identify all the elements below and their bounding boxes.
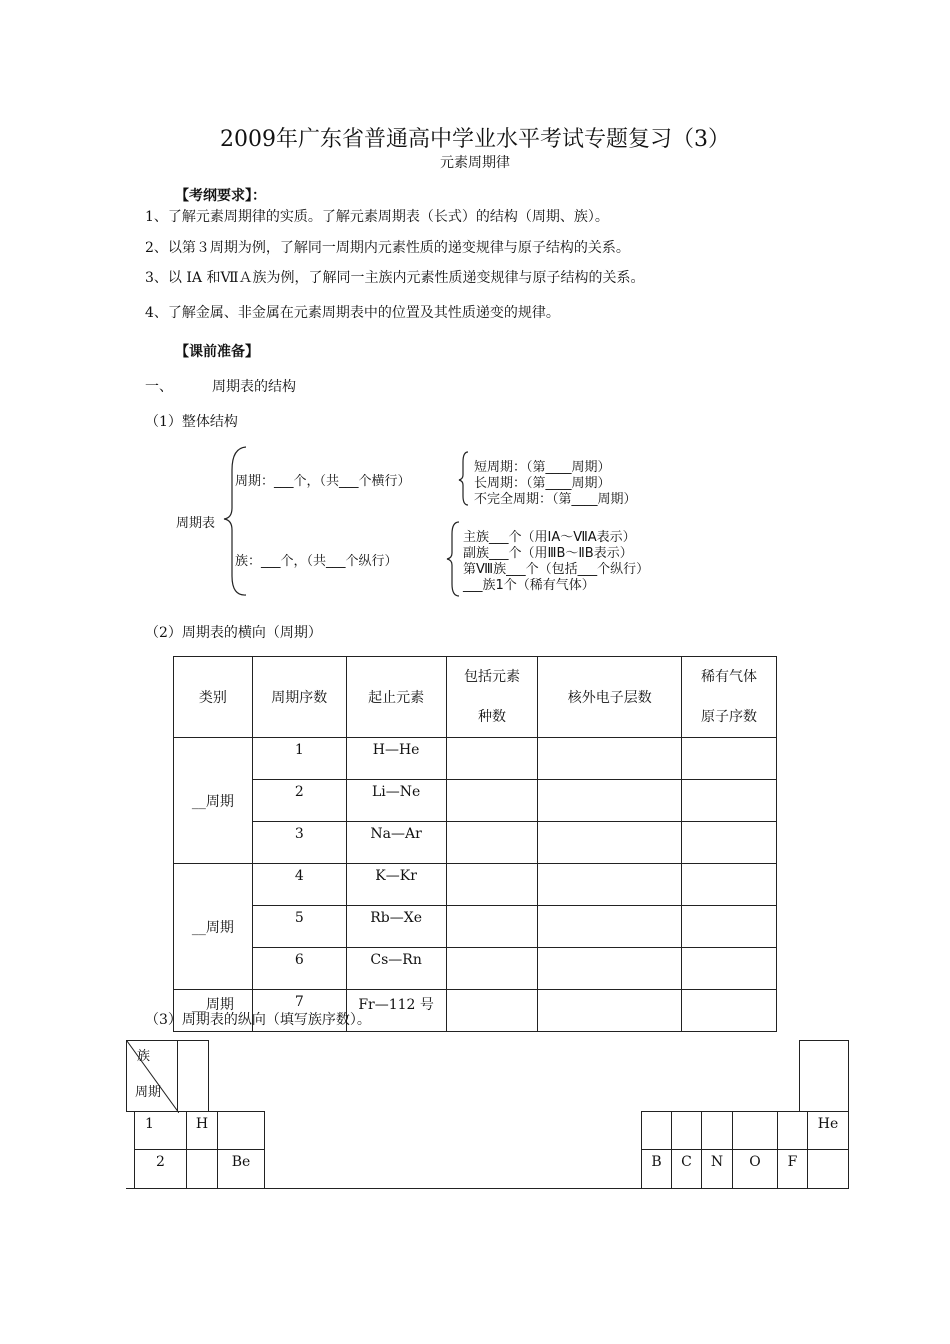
- blank-cell[interactable]: [538, 780, 682, 822]
- blank-cell[interactable]: [641, 1111, 672, 1150]
- table-row: [174, 822, 777, 864]
- page-title: 2009年广东省普通高中学业水平考试专题复习（3）: [220, 127, 730, 152]
- requirement-item: 3、以 IA 和ⅦＡ族为例，了解同一主族内元素性质递变规律与原子结构的关系。: [145, 270, 645, 286]
- corner-label-group: 族: [137, 1049, 151, 1064]
- blank-cell[interactable]: [671, 1111, 702, 1150]
- period-number: 6: [252, 948, 346, 990]
- period-range: H—He: [346, 738, 446, 780]
- diagram-root: 周期表: [176, 516, 216, 531]
- requirements-heading: 【考纲要求】：: [175, 188, 266, 204]
- subsection-heading: （3）周期表的纵向（填写族序数）。: [145, 1012, 371, 1028]
- period-cell: 1: [134, 1111, 187, 1150]
- blank-cell[interactable]: [446, 948, 538, 990]
- period-number: 7: [252, 990, 346, 1032]
- table-row: [174, 780, 777, 822]
- header-element-count-line2: 种数: [477, 709, 506, 725]
- diagram-period-item: 长周期：（第____周期）: [474, 476, 611, 491]
- blank-cell[interactable]: [807, 1149, 849, 1189]
- table-row: [174, 906, 777, 948]
- preparation-heading: 【课前准备】: [175, 344, 259, 360]
- header-period-number: 周期序数: [252, 657, 346, 738]
- period-range: Na—Ar: [346, 822, 446, 864]
- blank-cell[interactable]: [538, 864, 682, 906]
- corner-label-period: 周期: [135, 1085, 162, 1100]
- table-row: [174, 948, 777, 990]
- period-range: Rb—Xe: [346, 906, 446, 948]
- header-noble-gas-line1: 稀有气体: [701, 669, 758, 685]
- element-cell: F: [777, 1149, 808, 1189]
- diagram-group-item: 主族___个（用ⅠA～ⅦA表示）: [463, 530, 636, 545]
- blank-cell[interactable]: [217, 1111, 265, 1150]
- element-cell: C: [671, 1149, 702, 1189]
- blank-cell[interactable]: [732, 1111, 778, 1150]
- header-noble-gas-line2: 原子序数: [701, 709, 758, 725]
- blank-cell[interactable]: [446, 780, 538, 822]
- diagram-group-branch: 族：___个，（共___个纵行）: [235, 554, 398, 569]
- element-cell: Be: [217, 1149, 265, 1189]
- blank-cell[interactable]: [682, 990, 777, 1032]
- subsection-heading: （1）整体结构: [145, 414, 238, 430]
- period-range: Fr—112 号: [346, 990, 446, 1032]
- group-label-incomplete[interactable]: __周期: [174, 990, 253, 1032]
- period-number: 5: [252, 906, 346, 948]
- blank-cell[interactable]: [682, 864, 777, 906]
- bottom-rule: [126, 1188, 849, 1189]
- requirement-item: 1、了解元素周期律的实质。了解元素周期表（长式）的结构（周期、族）。: [145, 209, 609, 225]
- blank-cell[interactable]: [446, 864, 538, 906]
- group-brace: [447, 522, 459, 596]
- blank-cell[interactable]: [186, 1149, 218, 1189]
- diagram-period-item: 短周期：（第____周期）: [474, 460, 611, 475]
- table-row: [174, 864, 777, 906]
- blank-cell[interactable]: [538, 738, 682, 780]
- group-header-cell[interactable]: [177, 1040, 209, 1112]
- section-number: 一、: [145, 379, 173, 395]
- blank-cell[interactable]: [446, 738, 538, 780]
- element-cell: N: [701, 1149, 733, 1189]
- period-number: 1: [252, 738, 346, 780]
- subsection-heading: （2）周期表的横向（周期）: [145, 625, 322, 641]
- period-brace: [459, 452, 468, 505]
- blank-cell[interactable]: [777, 1111, 808, 1150]
- header-element-count: [446, 657, 538, 738]
- element-cell: H: [186, 1111, 218, 1150]
- period-table: [173, 656, 777, 1032]
- diagram-period-item: 不完全周期：（第____周期）: [474, 492, 637, 507]
- corner-header-cell: [126, 1040, 178, 1112]
- blank-cell[interactable]: [682, 822, 777, 864]
- period-number: 4: [252, 864, 346, 906]
- blank-cell[interactable]: [446, 990, 538, 1032]
- period-number: 3: [252, 822, 346, 864]
- corner-diagonal: [127, 1041, 179, 1113]
- blank-cell[interactable]: [538, 906, 682, 948]
- element-cell: O: [732, 1149, 778, 1189]
- blank-cell[interactable]: [682, 948, 777, 990]
- period-cell: 2: [134, 1149, 187, 1189]
- blank-cell[interactable]: [538, 990, 682, 1032]
- section-title: 周期表的结构: [212, 379, 296, 395]
- blank-cell[interactable]: [538, 948, 682, 990]
- header-element-count-line1: 包括元素: [463, 669, 520, 685]
- group-header-cell[interactable]: [799, 1040, 849, 1112]
- period-number: 2: [252, 780, 346, 822]
- blank-cell[interactable]: [446, 822, 538, 864]
- period-range: Cs—Rn: [346, 948, 446, 990]
- group-label-long[interactable]: __周期: [174, 864, 253, 990]
- period-range: K—Kr: [346, 864, 446, 906]
- diagram-period-branch: 周期：___个，（共___个横行）: [235, 474, 411, 489]
- header-start-end: 起止元素: [346, 657, 446, 738]
- group-label-short[interactable]: __周期: [174, 738, 253, 864]
- blank-cell[interactable]: [682, 780, 777, 822]
- diagram-group-item: 第Ⅷ族___个（包括___个纵行）: [463, 562, 650, 577]
- header-electron-shells: 核外电子层数: [538, 657, 682, 738]
- blank-cell[interactable]: [538, 822, 682, 864]
- blank-cell[interactable]: [701, 1111, 733, 1150]
- blank-cell[interactable]: [682, 738, 777, 780]
- table-row: [174, 738, 777, 780]
- element-cell: He: [807, 1111, 849, 1150]
- header-category: 类别: [174, 657, 253, 738]
- requirement-item: 4、了解金属、非金属在元素周期表中的位置及其性质递变的规律。: [145, 305, 560, 321]
- blank-cell[interactable]: [446, 906, 538, 948]
- requirement-item: 2、以第３周期为例，了解同一周期内元素性质的递变规律与原子结构的关系。: [145, 240, 630, 256]
- element-cell: B: [641, 1149, 672, 1189]
- period-range: Li—Ne: [346, 780, 446, 822]
- table-header-row: [174, 657, 777, 738]
- page-subtitle: 元素周期律: [440, 155, 510, 171]
- blank-cell[interactable]: [682, 906, 777, 948]
- diagram-group-item: 副族___个（用ⅢB～ⅡB表示）: [463, 546, 633, 561]
- header-noble-gas: [682, 657, 777, 738]
- diagram-group-item: ___族1个（稀有气体）: [463, 578, 595, 593]
